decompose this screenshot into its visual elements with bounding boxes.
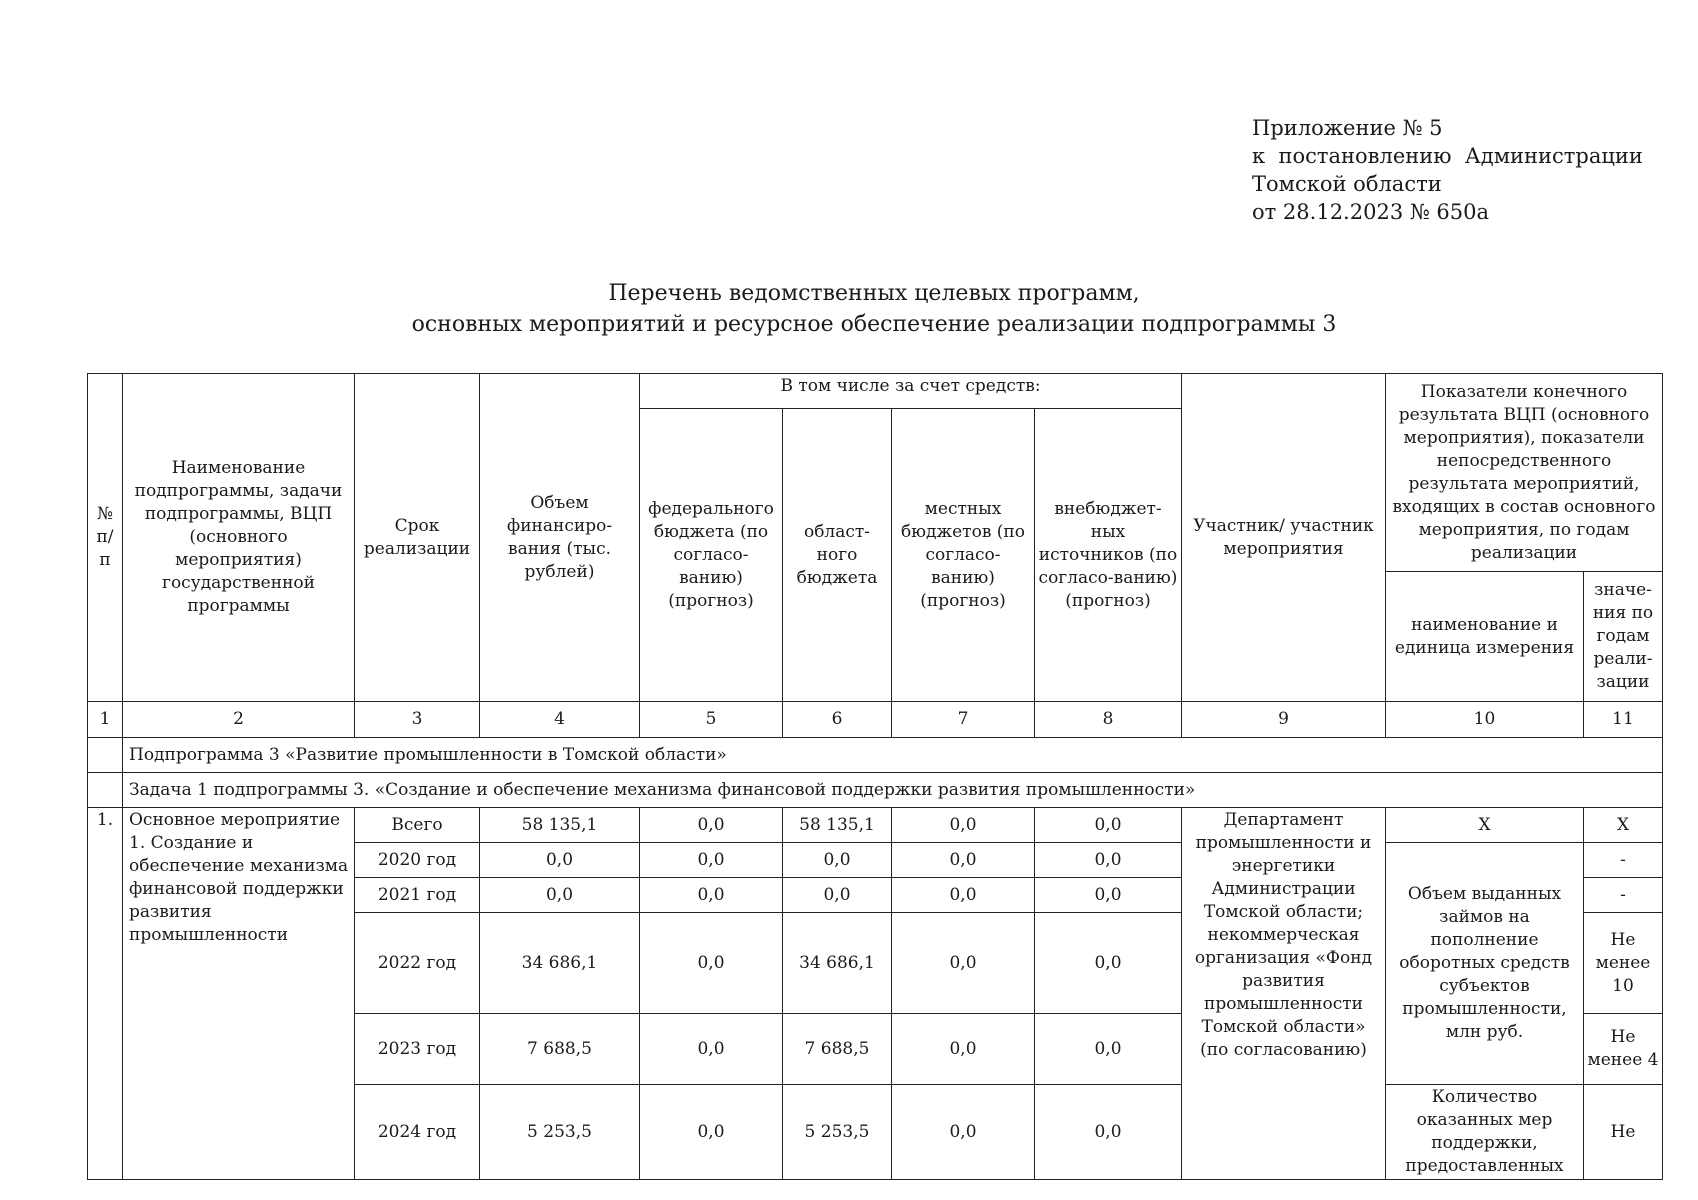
header-participant: Участник/ участник мероприятия: [1182, 374, 1386, 702]
term-cell: 2020 год: [355, 843, 480, 878]
volume-cell: 5 253,5: [480, 1085, 640, 1180]
column-numbers-row: [88, 702, 1663, 738]
regional-cell: 58 135,1: [783, 808, 892, 843]
regional-cell: 0,0: [783, 878, 892, 913]
empty-cell: [88, 738, 123, 773]
col-number: 6: [783, 702, 892, 738]
subprogram-title: Подпрограмма 3 «Развитие промышленности в Томской области»: [123, 738, 1663, 773]
ind2-name: Количество оказанных мер поддержки, предоставленных: [1386, 1085, 1584, 1180]
col-number: 1: [88, 702, 123, 738]
header-ind-name: наименование и единица измерения: [1386, 572, 1584, 702]
header-volume: Объем финансиро-вания (тыс. рублей): [480, 374, 640, 702]
title-line-2: основных мероприятий и ресурсное обеспечение реализации подпрограммы 3: [411, 312, 1337, 337]
header-regional: област-ного бюджета: [783, 409, 892, 702]
term-cell: 2023 год: [355, 1014, 480, 1085]
col-number: 3: [355, 702, 480, 738]
task-title: Задача 1 подпрограммы 3. «Создание и обеспечение механизма финансовой поддержки развития промышленности»: [123, 773, 1663, 808]
participant-cell: Департамент промышленности и энергетики Администрации Томской области; некоммерческая организация «Фонд развития промышленности Томской области» (по согласованию): [1182, 808, 1386, 1180]
document-title: [88, 278, 1660, 340]
federal-cell: 0,0: [640, 1014, 783, 1085]
extra-cell: 0,0: [1035, 1014, 1182, 1085]
ind1-value: -: [1584, 843, 1663, 878]
ind2-value: Не менее 4: [1584, 1014, 1663, 1085]
header-local: местных бюджетов (по согласо-ванию) (прогноз): [892, 409, 1035, 702]
regional-cell: 7 688,5: [783, 1014, 892, 1085]
header-num: № п/п: [88, 374, 123, 702]
local-cell: 0,0: [892, 913, 1035, 1014]
annex-line-2: к постановлению Администрации: [1252, 144, 1643, 168]
activity-num: 1.: [88, 808, 123, 1180]
header-federal: федерального бюджета (по согласо-ванию) (прогноз): [640, 409, 783, 702]
program-table: [87, 373, 1663, 1180]
header-term: Срок реализации: [355, 374, 480, 702]
col-number: 9: [1182, 702, 1386, 738]
volume-cell: 0,0: [480, 878, 640, 913]
ind1-value: Не менее 10: [1584, 913, 1663, 1014]
annex-block: [1252, 114, 1643, 226]
annex-line-1: Приложение № 5: [1252, 116, 1443, 140]
local-cell: 0,0: [892, 1085, 1035, 1180]
federal-cell: 0,0: [640, 878, 783, 913]
col-number: 8: [1035, 702, 1182, 738]
volume-cell: 0,0: [480, 843, 640, 878]
volume-cell: 7 688,5: [480, 1014, 640, 1085]
title-line-1: Перечень ведомственных целевых программ,: [608, 281, 1140, 306]
regional-cell: 5 253,5: [783, 1085, 892, 1180]
term-cell: Всего: [355, 808, 480, 843]
extra-cell: 0,0: [1035, 808, 1182, 843]
ind2-value: Не: [1584, 1085, 1663, 1180]
task-row: [88, 773, 1663, 808]
header-ind-values: значе-ния по годам реали-зации: [1584, 572, 1663, 702]
regional-cell: 34 686,1: [783, 913, 892, 1014]
col-number: 2: [123, 702, 355, 738]
annex-line-4: от 28.12.2023 № 650а: [1252, 200, 1489, 224]
term-cell: 2024 год: [355, 1085, 480, 1180]
col-number: 5: [640, 702, 783, 738]
ind-total-value: Х: [1584, 808, 1663, 843]
extra-cell: 0,0: [1035, 878, 1182, 913]
header-name: Наименование подпрограммы, задачи подпрограммы, ВЦП (основного мероприятия) государственной программы: [123, 374, 355, 702]
volume-cell: 34 686,1: [480, 913, 640, 1014]
ind-total-name: Х: [1386, 808, 1584, 843]
volume-cell: 58 135,1: [480, 808, 640, 843]
federal-cell: 0,0: [640, 808, 783, 843]
header-extra: внебюджет-ных источников (по согласо-ванию) (прогноз): [1035, 409, 1182, 702]
subprogram-row: [88, 738, 1663, 773]
extra-cell: 0,0: [1035, 1085, 1182, 1180]
annex-line-3: Томской области: [1252, 172, 1442, 196]
activity-name: Основное мероприятие 1. Создание и обеспечение механизма финансовой поддержки развития промышленности: [123, 808, 355, 1180]
federal-cell: 0,0: [640, 1085, 783, 1180]
extra-cell: 0,0: [1035, 843, 1182, 878]
ind1-value: -: [1584, 878, 1663, 913]
col-number: 11: [1584, 702, 1663, 738]
regional-cell: 0,0: [783, 843, 892, 878]
ind1-name: Объем выданных займов на пополнение оборотных средств субъектов промышленности, млн руб.: [1386, 843, 1584, 1085]
header-indicators: Показатели конечного результата ВЦП (основного мероприятия), показатели непосредственного результата мероприятий, входящих в состав основного мероприятия, по годам реализации: [1386, 374, 1663, 572]
federal-cell: 0,0: [640, 913, 783, 1014]
table-row: [88, 808, 1663, 843]
extra-cell: 0,0: [1035, 913, 1182, 1014]
col-number: 10: [1386, 702, 1584, 738]
col-number: 7: [892, 702, 1035, 738]
term-cell: 2021 год: [355, 878, 480, 913]
header-including: В том числе за счет средств:: [640, 374, 1182, 409]
federal-cell: 0,0: [640, 843, 783, 878]
col-number: 4: [480, 702, 640, 738]
local-cell: 0,0: [892, 1014, 1035, 1085]
local-cell: 0,0: [892, 843, 1035, 878]
empty-cell: [88, 773, 123, 808]
local-cell: 0,0: [892, 878, 1035, 913]
local-cell: 0,0: [892, 808, 1035, 843]
term-cell: 2022 год: [355, 913, 480, 1014]
